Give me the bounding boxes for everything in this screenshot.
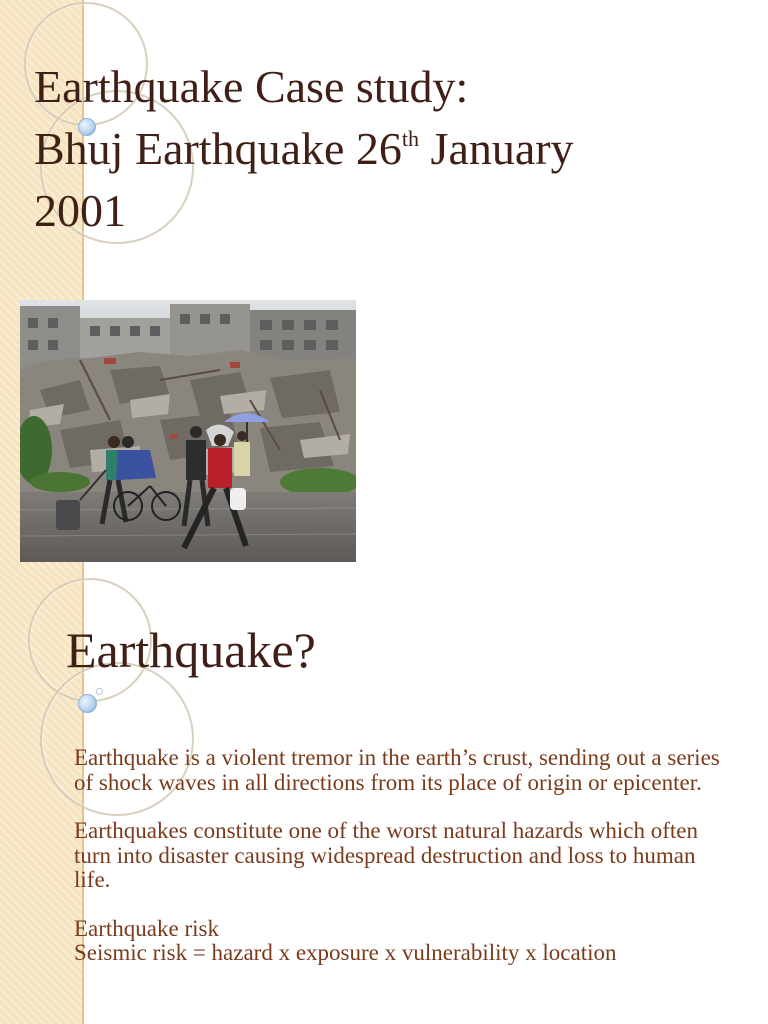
- risk-label: Earthquake risk: [74, 915, 219, 941]
- slide-heading: Earthquake?: [66, 622, 316, 678]
- title-line-2-suffix: January: [419, 123, 574, 174]
- risk-formula: Seismic risk = hazard x exposure x vulnerability x location: [74, 940, 617, 965]
- slide-earthquake-definition: [0, 576, 768, 1024]
- title-superscript: th: [401, 126, 420, 151]
- paragraph-definition: Earthquake is a violent tremor in the earth’s crust, sending out a series of shock waves in all directions from its place of origin or epicenter.: [74, 745, 720, 795]
- slide-title: [34, 56, 734, 242]
- decorative-bead: [78, 694, 97, 713]
- title-line-3: 2001: [34, 185, 126, 236]
- slide-body: [74, 746, 734, 966]
- title-line-2-prefix: Bhuj Earthquake 26: [34, 123, 402, 174]
- earthquake-rubble-photo: [20, 300, 356, 562]
- decorative-bead-small: [96, 688, 103, 695]
- title-line-1: Earthquake Case study:: [34, 61, 469, 112]
- paragraph-hazard: Earthquakes constitute one of the worst natural hazards which often turn into disaster causing widespread destruction and loss to human life.: [74, 818, 698, 892]
